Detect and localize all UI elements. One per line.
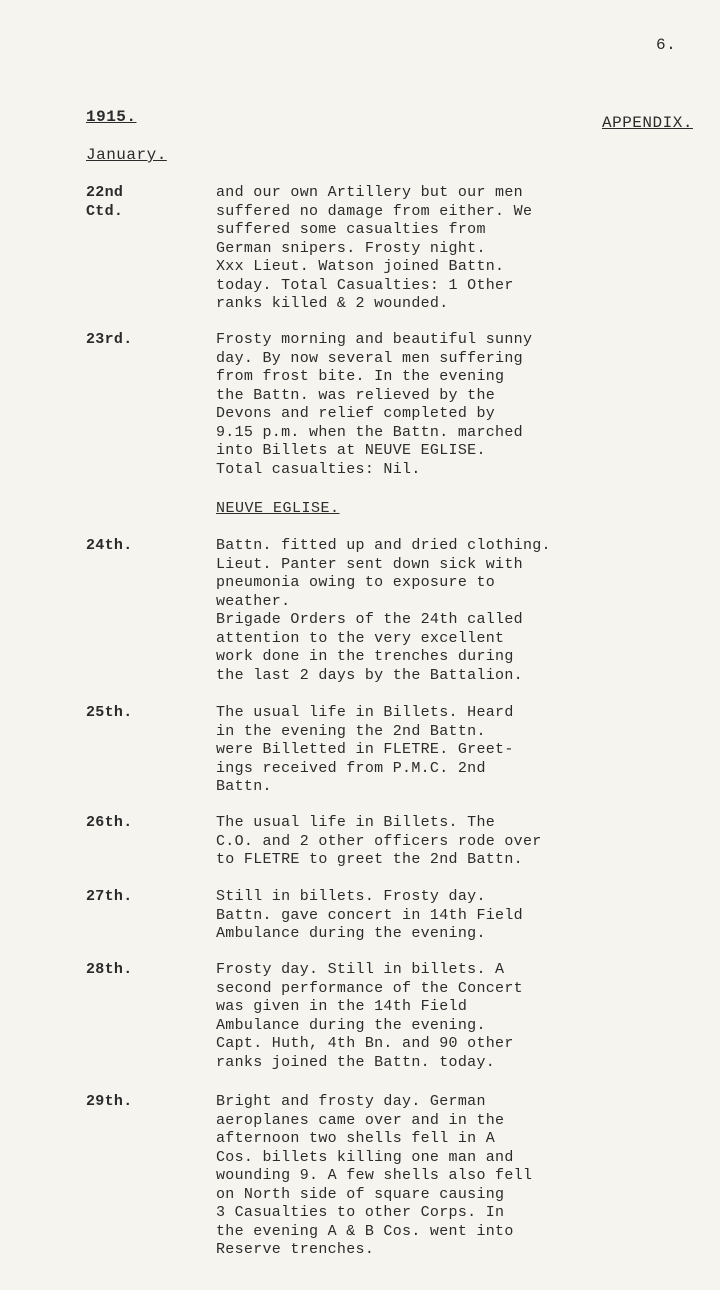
year-heading: 1915. (86, 108, 137, 126)
entry-text-25th: The usual life in Billets. Heard in the evening the 2nd Battn. were Billetted in FLETRE. Greet- ings received from P.M.C. 2nd Battn. (216, 704, 514, 795)
entry-text-29th: Bright and frosty day. German aeroplanes came over and in the afternoon two shells fell in A Cos. billets killing one man and wounding 9. A few shells also fell on North side of square causing 3 Casualties to other Corps. In the evening A & B Cos. went into Reserve trenches. (216, 1093, 533, 1258)
entry-date-22nd: 22nd Ctd. (86, 184, 124, 220)
page-number: 6. (656, 36, 677, 54)
entry-date-25th: 25th. (86, 704, 133, 721)
entry-text-28th: Frosty day. Still in billets. A second performance of the Concert was given in the 14th Field Ambulance during the evening. Capt. Huth, 4th Bn. and 90 other ranks joined the Battn. today. (216, 961, 523, 1071)
entry-text-23rd: Frosty morning and beautiful sunny day. By now several men suffering from frost bite. In the evening the Battn. was relieved by the Devons and relief completed by 9.15 p.m. when the Battn. marched into Billets at NEUVE EGLISE. Total casualties: Nil. (216, 331, 533, 478)
entry-date-28th: 28th. (86, 961, 133, 978)
entry-date-26th: 26th. (86, 814, 133, 831)
location-heading: NEUVE EGLISE. (216, 500, 340, 517)
entry-date-29th: 29th. (86, 1093, 133, 1110)
entry-date-24th: 24th. (86, 537, 133, 554)
entry-text-22nd: and our own Artillery but our men suffered no damage from either. We suffered some casualties from German snipers. Frosty night. Xxx Lieut. Watson joined Battn. today. Total Casualties: 1 Other ranks killed & 2 wounded. (216, 184, 533, 312)
appendix-heading: APPENDIX. (602, 114, 693, 132)
month-heading: January. (86, 146, 167, 164)
entry-text-26th: The usual life in Billets. The C.O. and 2 other officers rode over to FLETRE to greet the 2nd Battn. (216, 814, 542, 868)
entry-date-27th: 27th. (86, 888, 133, 905)
entry-text-24th: Battn. fitted up and dried clothing. Lieut. Panter sent down sick with pneumonia owing to exposure to weather. Brigade Orders of the 24th called attention to the very excellent work done in the trenches during the last 2 days by the Battalion. (216, 537, 551, 684)
entry-text-27th: Still in billets. Frosty day. Battn. gave concert in 14th Field Ambulance during the evening. (216, 888, 523, 942)
entry-date-23rd: 23rd. (86, 331, 133, 348)
